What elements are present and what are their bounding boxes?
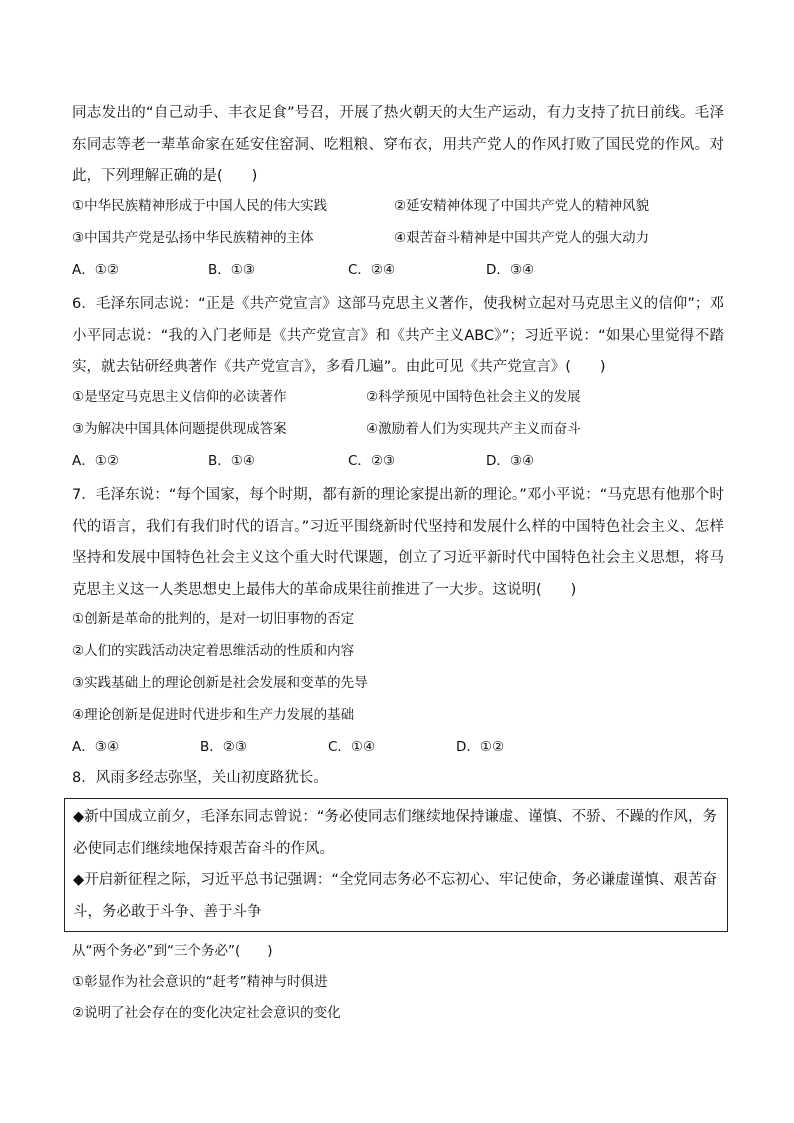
q5-option-a[interactable]: A．①② (72, 262, 119, 278)
q7-item-2: ②人们的实践活动决定着思维活动的性质和内容 (72, 643, 355, 659)
q6-item-1: ①是坚定马克思主义信仰的必读著作 (72, 389, 287, 405)
q7-option-d[interactable]: D．①② (456, 739, 505, 755)
q8-stem: 8．风雨多经志弥坚，关山初度路犹长。 (72, 770, 328, 786)
q8-quote-1: ◆新中国成立前夕，毛泽东同志曾说：“务必使同志们继续地保持谦虚、谨慎、不骄、不躁的作风，务必使同志们继续地保持艰苦奋斗的作风。 (73, 809, 717, 857)
q6-option-d[interactable]: D．③④ (486, 453, 535, 469)
q7-stem: 7．毛泽东说：“每个国家，每个时期，都有新的理论家提出新的理论。”邓小平说：“马克思有他那个时代的语言，我们有我们时代的语言。”习近平围绕新时代坚持和发展什么样的中国特色社会主义、怎样坚持和发展中国特色社会主义这个重大时代课题，创立了习近平新时代中国特色社会主义思想，将马克思主义这一人类思想史上最伟大的革命成果往前推进了一大步。这说明( ) (72, 487, 724, 598)
q5-option-d[interactable]: D．③④ (486, 262, 535, 278)
q7-item-3: ③实践基础上的理论创新是社会发展和变革的先导 (72, 675, 368, 691)
q6-option-b[interactable]: B．①④ (208, 453, 255, 469)
q6-option-c[interactable]: C．②③ (348, 453, 396, 469)
q8-quote-box (64, 798, 728, 932)
q7-option-b[interactable]: B．②③ (200, 739, 247, 755)
q5-item-3: ③中国共产党是弘扬中华民族精神的主体 (72, 230, 314, 246)
q6-item-2: ②科学预见中国特色社会主义的发展 (366, 389, 581, 405)
q5-item-2: ②延安精神体现了中国共产党人的精神风貌 (394, 198, 650, 214)
q6-item-3: ③为解决中国具体问题提供现成答案 (72, 421, 287, 437)
q6-option-a[interactable]: A．①② (72, 453, 119, 469)
q5-item-4: ④艰苦奋斗精神是中国共产党人的强大动力 (394, 230, 650, 246)
q6-stem: 6．毛泽东同志说：“正是《共产党宣言》这部马克思主义著作，使我树立起对马克思主义的信仰”；邓小平同志说：“我的入门老师是《共产党宣言》和《共产主义ABC》”；习近平说：“如果心里觉得不踏实，就去钻研经典著作《共产党宣言》，多看几遍”。由此可见《共产党宣言》( ) (72, 296, 724, 375)
q8-after-text: 从“两个务必”到“三个务必”( ) (72, 943, 273, 959)
q5-option-b[interactable]: B．①③ (208, 262, 255, 278)
q5-stem: 同志发出的“自己动手、丰衣足食”号召，开展了热火朝天的大生产运动，有力支持了抗日前线。毛泽东同志等老一辈革命家在延安住窑洞、吃粗粮、穿布衣，用共产党人的作风打败了国民党的作风。对此，下列理解正确的是( ) (72, 105, 724, 184)
q6-item-4: ④激励着人们为实现共产主义而奋斗 (366, 421, 581, 437)
q8-item-1: ①彰显作为社会意识的“赶考”精神与时俱进 (72, 974, 328, 990)
q8-quote-2: ◆开启新征程之际，习近平总书记强调：“全党同志务必不忘初心、牢记使命，务必谦虚谨慎、艰苦奋斗，务必敢于斗争、善于斗争 (73, 872, 717, 920)
q7-option-c[interactable]: C．①④ (328, 739, 376, 755)
q8-item-2: ②说明了社会存在的变化决定社会意识的变化 (72, 1005, 341, 1021)
q5-option-c[interactable]: C．②④ (348, 262, 396, 278)
q7-item-4: ④理论创新是促进时代进步和生产力发展的基础 (72, 707, 355, 723)
q5-item-1: ①中华民族精神形成于中国人民的伟大实践 (72, 198, 328, 214)
q7-option-a[interactable]: A．③④ (72, 739, 119, 755)
q7-item-1: ①创新是革命的批判的，是对一切旧事物的否定 (72, 611, 355, 627)
